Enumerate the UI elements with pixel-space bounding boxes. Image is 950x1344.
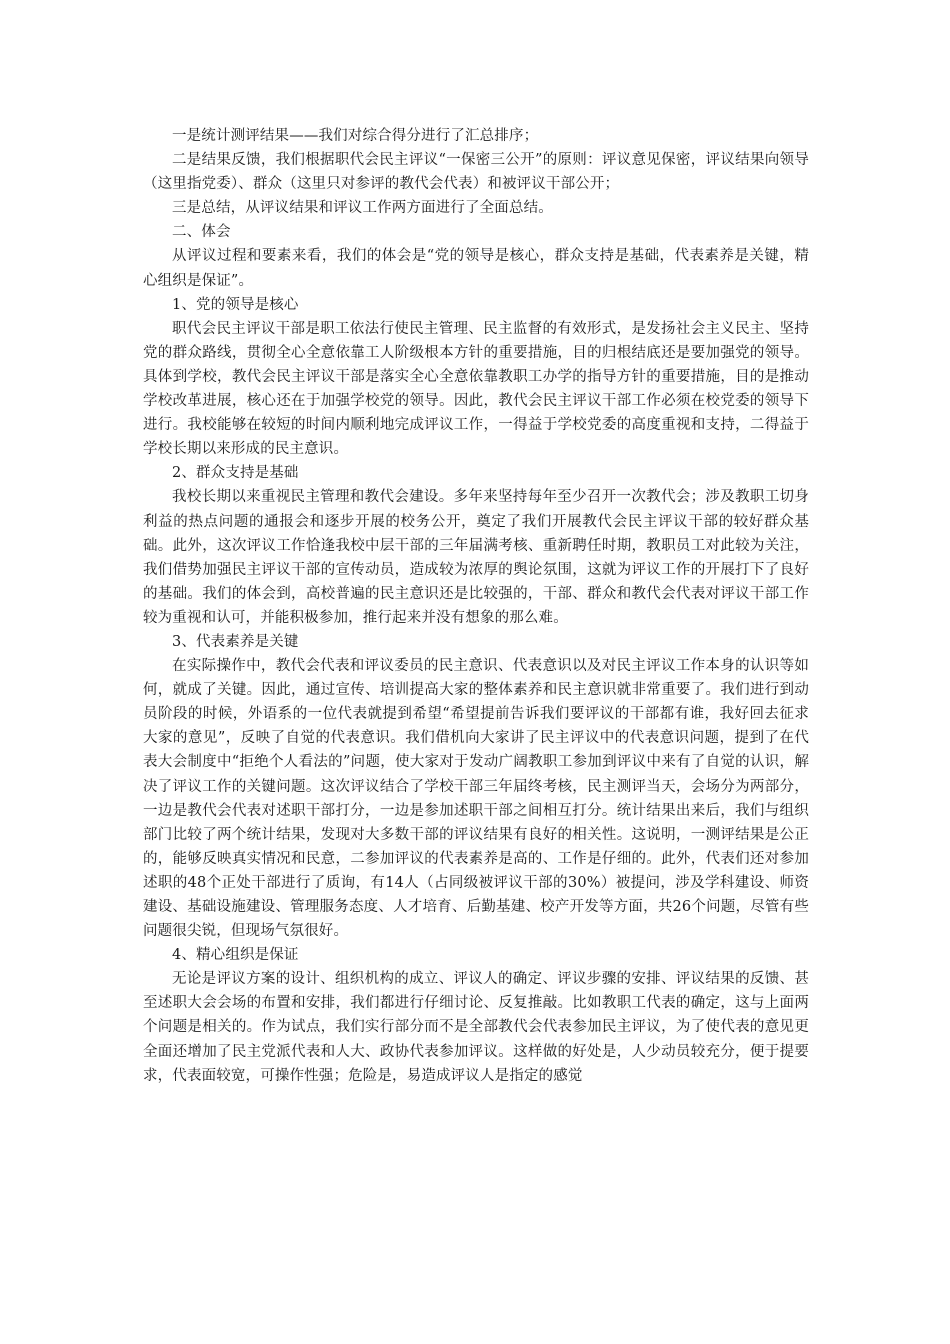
paragraph-experience-intro: 从评议过程和要素来看，我们的体会是“党的领导是核心，群众支持是基础，代表素养是关键，精心组织是保证”。: [143, 248, 809, 289]
subheading-mass-support: 2、群众支持是基础: [172, 465, 299, 482]
subheading-careful-organization: 4、精心组织是保证: [172, 947, 299, 964]
paragraph-feedback: 二是结果反馈，我们根据职代会民主评议“一保密三公开”的原则：评议意见保密，评议结果向领导（这里指党委）、群众（这里只对参评的教代会代表）和被评议干部公开；: [143, 152, 809, 193]
document-body: [143, 124, 809, 1088]
paragraph-stat-results: 一是统计测评结果——我们对综合得分进行了汇总排序；: [172, 128, 539, 144]
subheading-party-leadership: 1、党的领导是核心: [172, 296, 299, 313]
paragraph-mass-support: 我校长期以来重视民主管理和教代会建设。多年来坚持每年至少召开一次教代会；涉及教职工切身利益的热点问题的通报会和逐步开展的校务公开，奠定了我们开展教代会民主评议干部的较好群众基础。此外，这次评议工作恰逢我校中层干部的三年届满考核、重新聘任时期，教职员工对此较为关注，我们借势加强民主评议干部的宣传动员，造成较为浓厚的舆论氛围，这就为评议工作的开展打下了良好的基础。我们的体会到，高校普遍的民主意识还是比较强的，干部、群众和教代会代表对评议干部工作较为重视和认可，并能积极参加，推行起来并没有想象的那么难。: [143, 489, 809, 626]
section-heading-experience: 二、体会: [172, 224, 231, 241]
paragraph-party-leadership: 职代会民主评议干部是职工依法行使民主管理、民主监督的有效形式，是发扬社会主义民主、坚持党的群众路线，贯彻全心全意依靠工人阶级根本方针的重要措施，目的归根结底还是要加强党的领导。具体到学校，教代会民主评议干部是落实全心全意依靠教职工办学的指导方针的重要措施，目的是推动学校改革进展，核心还在于加强学校党的领导。因此，教代会民主评议干部工作必须在校党委的领导下进行。我校能够在较短的时间内顺利地完成评议工作，一得益于学校党委的高度重视和支持，二得益于学校长期以来形成的民主意识。: [143, 320, 809, 458]
paragraph-summary: 三是总结，从评议结果和评议工作两方面进行了全面总结。: [172, 200, 553, 217]
paragraph-careful-organization: 无论是评议方案的设计、组织机构的成立、评议人的确定、评议步骤的安排、评议结果的反馈、甚至述职大会会场的布置和安排，我们都进行仔细讨论、反复推敲。比如教职工代表的确定，这与上面两个问题是相关的。作为试点，我们实行部分而不是全部教代会代表参加民主评议，为了使代表的意见更全面还增加了民主党派代表和人大、政协代表参加评议。这样做的好处是，人少动员较充分，便于提要求，代表面较宽，可操作性强；危险是，易造成评议人是指定的感觉: [143, 971, 809, 1084]
paragraph-representative-quality: 在实际操作中，教代会代表和评议委员的民主意识、代表意识以及对民主评议工作本身的认识等如何，就成了关键。因此，通过宣传、培训提高大家的整体素养和民主意识就非常重要了。我们进行到动员阶段的时候，外语系的一位代表就提到希望“希望提前告诉我们要评议的干部都有谁，我好回去征求大家的意见”，反映了自觉的代表意识。我们借机向大家讲了民主评议中的代表意识问题，提到了在代表大会制度中“拒绝个人看法的”问题，使大家对于发动广阔教职工参加到评议中来有了自觉的认识，解决了评议工作的关键问题。这次评议结合了学校干部三年届终考核，民主测评当天，会场分为两部分，一边是教代会代表对述职干部打分，一边是参加述职干部之间相互打分。统计结果出来后，我们与组织部门比较了两个统计结果，发现对大多数干部的评议结果有良好的相关性。这说明，一测评结果是公正的，能够反映真实情况和民意，二参加评议的代表素养是高的、工作是仔细的。此外，代表们还对参加述职的48个正处干部进行了质询，有14人（占同级被评议干部的30%）被提问，涉及学科建设、师资建设、基础设施建设、管理服务态度、人才培育、后勤基建、校产开发等方面，共26个问题，尽管有些问题很尖锐，但现场气氛很好。: [143, 658, 809, 940]
subheading-representative-quality: 3、代表素养是关键: [172, 633, 299, 650]
